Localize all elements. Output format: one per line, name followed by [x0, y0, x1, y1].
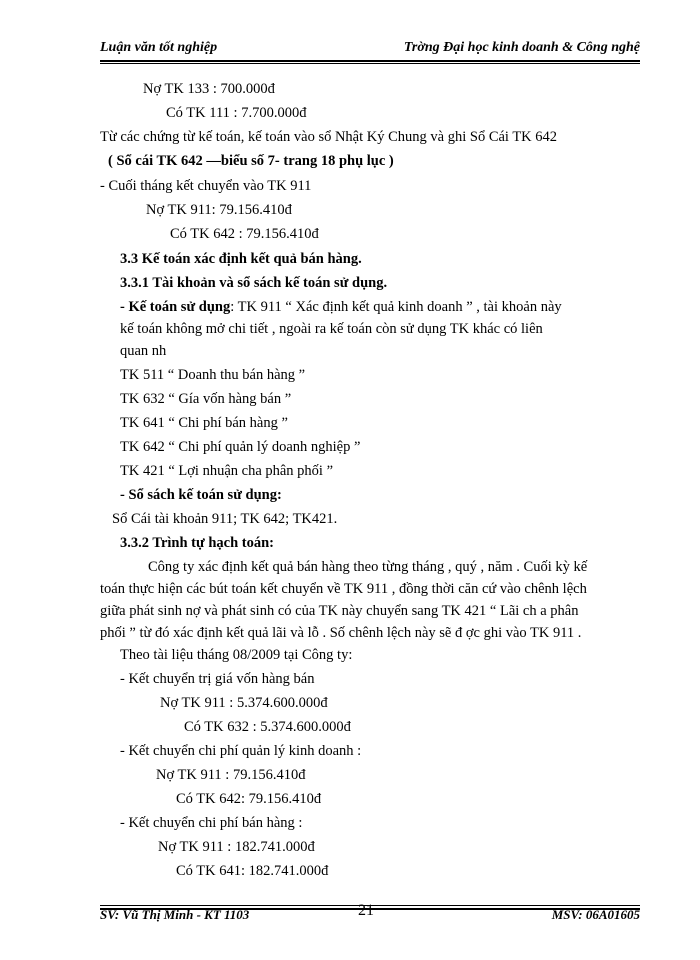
text-line: toán thực hiện các bút toán kết chuyển về TK 911 , đồng thời căn cứ vào chênh lệch: [100, 581, 587, 597]
page-number: 21: [358, 902, 374, 919]
text-line: Công ty xác định kết quả bán hàng theo từng tháng , quý , năm . Cuối kỳ kế: [148, 559, 588, 575]
text-line: Từ các chứng từ kế toán, kế toán vào sổ Nhật Ký Chung và ghi Sổ Cái TK 642: [100, 129, 558, 145]
header-school: Trờng Đại học kinh doanh & Công nghệ: [403, 40, 640, 55]
header-rule-thin: [100, 63, 640, 64]
text-line: Nợ TK 911 : 5.374.600.000đ: [160, 695, 328, 711]
text-line: - Cuối tháng kết chuyển vào TK 911: [100, 178, 312, 194]
text-line: [120, 298, 562, 316]
text-line: Nợ TK 911: 79.156.410đ: [146, 202, 292, 218]
section-heading: 3.3 Kế toán xác định kết quả bán hàng.: [120, 251, 362, 267]
footer-student-id: MSV: 06A01605: [551, 907, 640, 922]
text-line: Sổ Cái tài khoản 911; TK 642; TK421.: [112, 511, 338, 527]
text-line: - Kết chuyển trị giá vốn hàng bán: [120, 671, 315, 687]
section-heading: 3.3.1 Tài khoản và sổ sách kế toán sử dụng.: [120, 275, 388, 291]
text-line: Có TK 641: 182.741.000đ: [176, 863, 329, 879]
text-line: Nợ TK 133 : 700.000đ: [143, 81, 275, 97]
text-line: TK 511 “ Doanh thu bán hàng ”: [120, 367, 306, 383]
text-line: Nợ TK 911 : 182.741.000đ: [158, 839, 315, 855]
text-line: Có TK 642 : 79.156.410đ: [170, 226, 319, 242]
section-heading: - Sổ sách kế toán sử dụng:: [120, 487, 282, 503]
text-line: Có TK 632 : 5.374.600.000đ: [184, 719, 351, 735]
header-title: Luận văn tốt nghiệp: [100, 40, 218, 55]
page-header: [100, 40, 640, 62]
text-line: quan nh: [120, 343, 167, 359]
text-line: kế toán không mở chi tiết , ngoài ra kế toán còn sử dụng TK khác có liên: [120, 321, 543, 337]
text-line: Nợ TK 911 : 79.156.410đ: [156, 767, 306, 783]
text-line: TK 421 “ Lợi nhuận cha phân phối ”: [120, 463, 334, 479]
text-line: giữa phát sinh nợ và phát sinh có của TK này chuyển sang TK 421 “ Lãi ch a phân: [100, 603, 579, 619]
header-rule: [100, 60, 640, 62]
text-run: : TK 911 “ Xác định kết quả kinh doanh ” , tài khoản này: [230, 299, 562, 315]
text-line: Theo tài liệu tháng 08/2009 tại Công ty:: [120, 647, 353, 663]
text-line: Có TK 111 : 7.700.000đ: [166, 105, 307, 121]
text-line: TK 642 “ Chi phí quản lý doanh nghiệp ”: [120, 439, 361, 455]
text-line: TK 641 “ Chi phí bán hàng ”: [120, 415, 288, 431]
text-line: - Kết chuyển chi phí bán hàng :: [120, 815, 303, 831]
text-line: ( Sổ cái TK 642 —biểu số 7- trang 18 phụ lục ): [108, 153, 394, 169]
text-line: - Kết chuyển chi phí quản lý kinh doanh :: [120, 743, 362, 759]
text-line: TK 632 “ Gía vốn hàng bán ”: [120, 391, 292, 407]
footer-student: SV: Vũ Thị Minh - KT 1103: [100, 907, 250, 922]
text-line: phối ” từ đó xác định kết quả lãi và lỗ . Số chênh lệch này sẽ đ ợc ghi vào TK 911 .: [100, 625, 582, 641]
section-heading: 3.3.2 Trình tự hạch toán:: [120, 535, 274, 551]
bold-label: - Kế toán sử dụng: [120, 299, 231, 315]
text-line: Có TK 642: 79.156.410đ: [176, 791, 322, 807]
